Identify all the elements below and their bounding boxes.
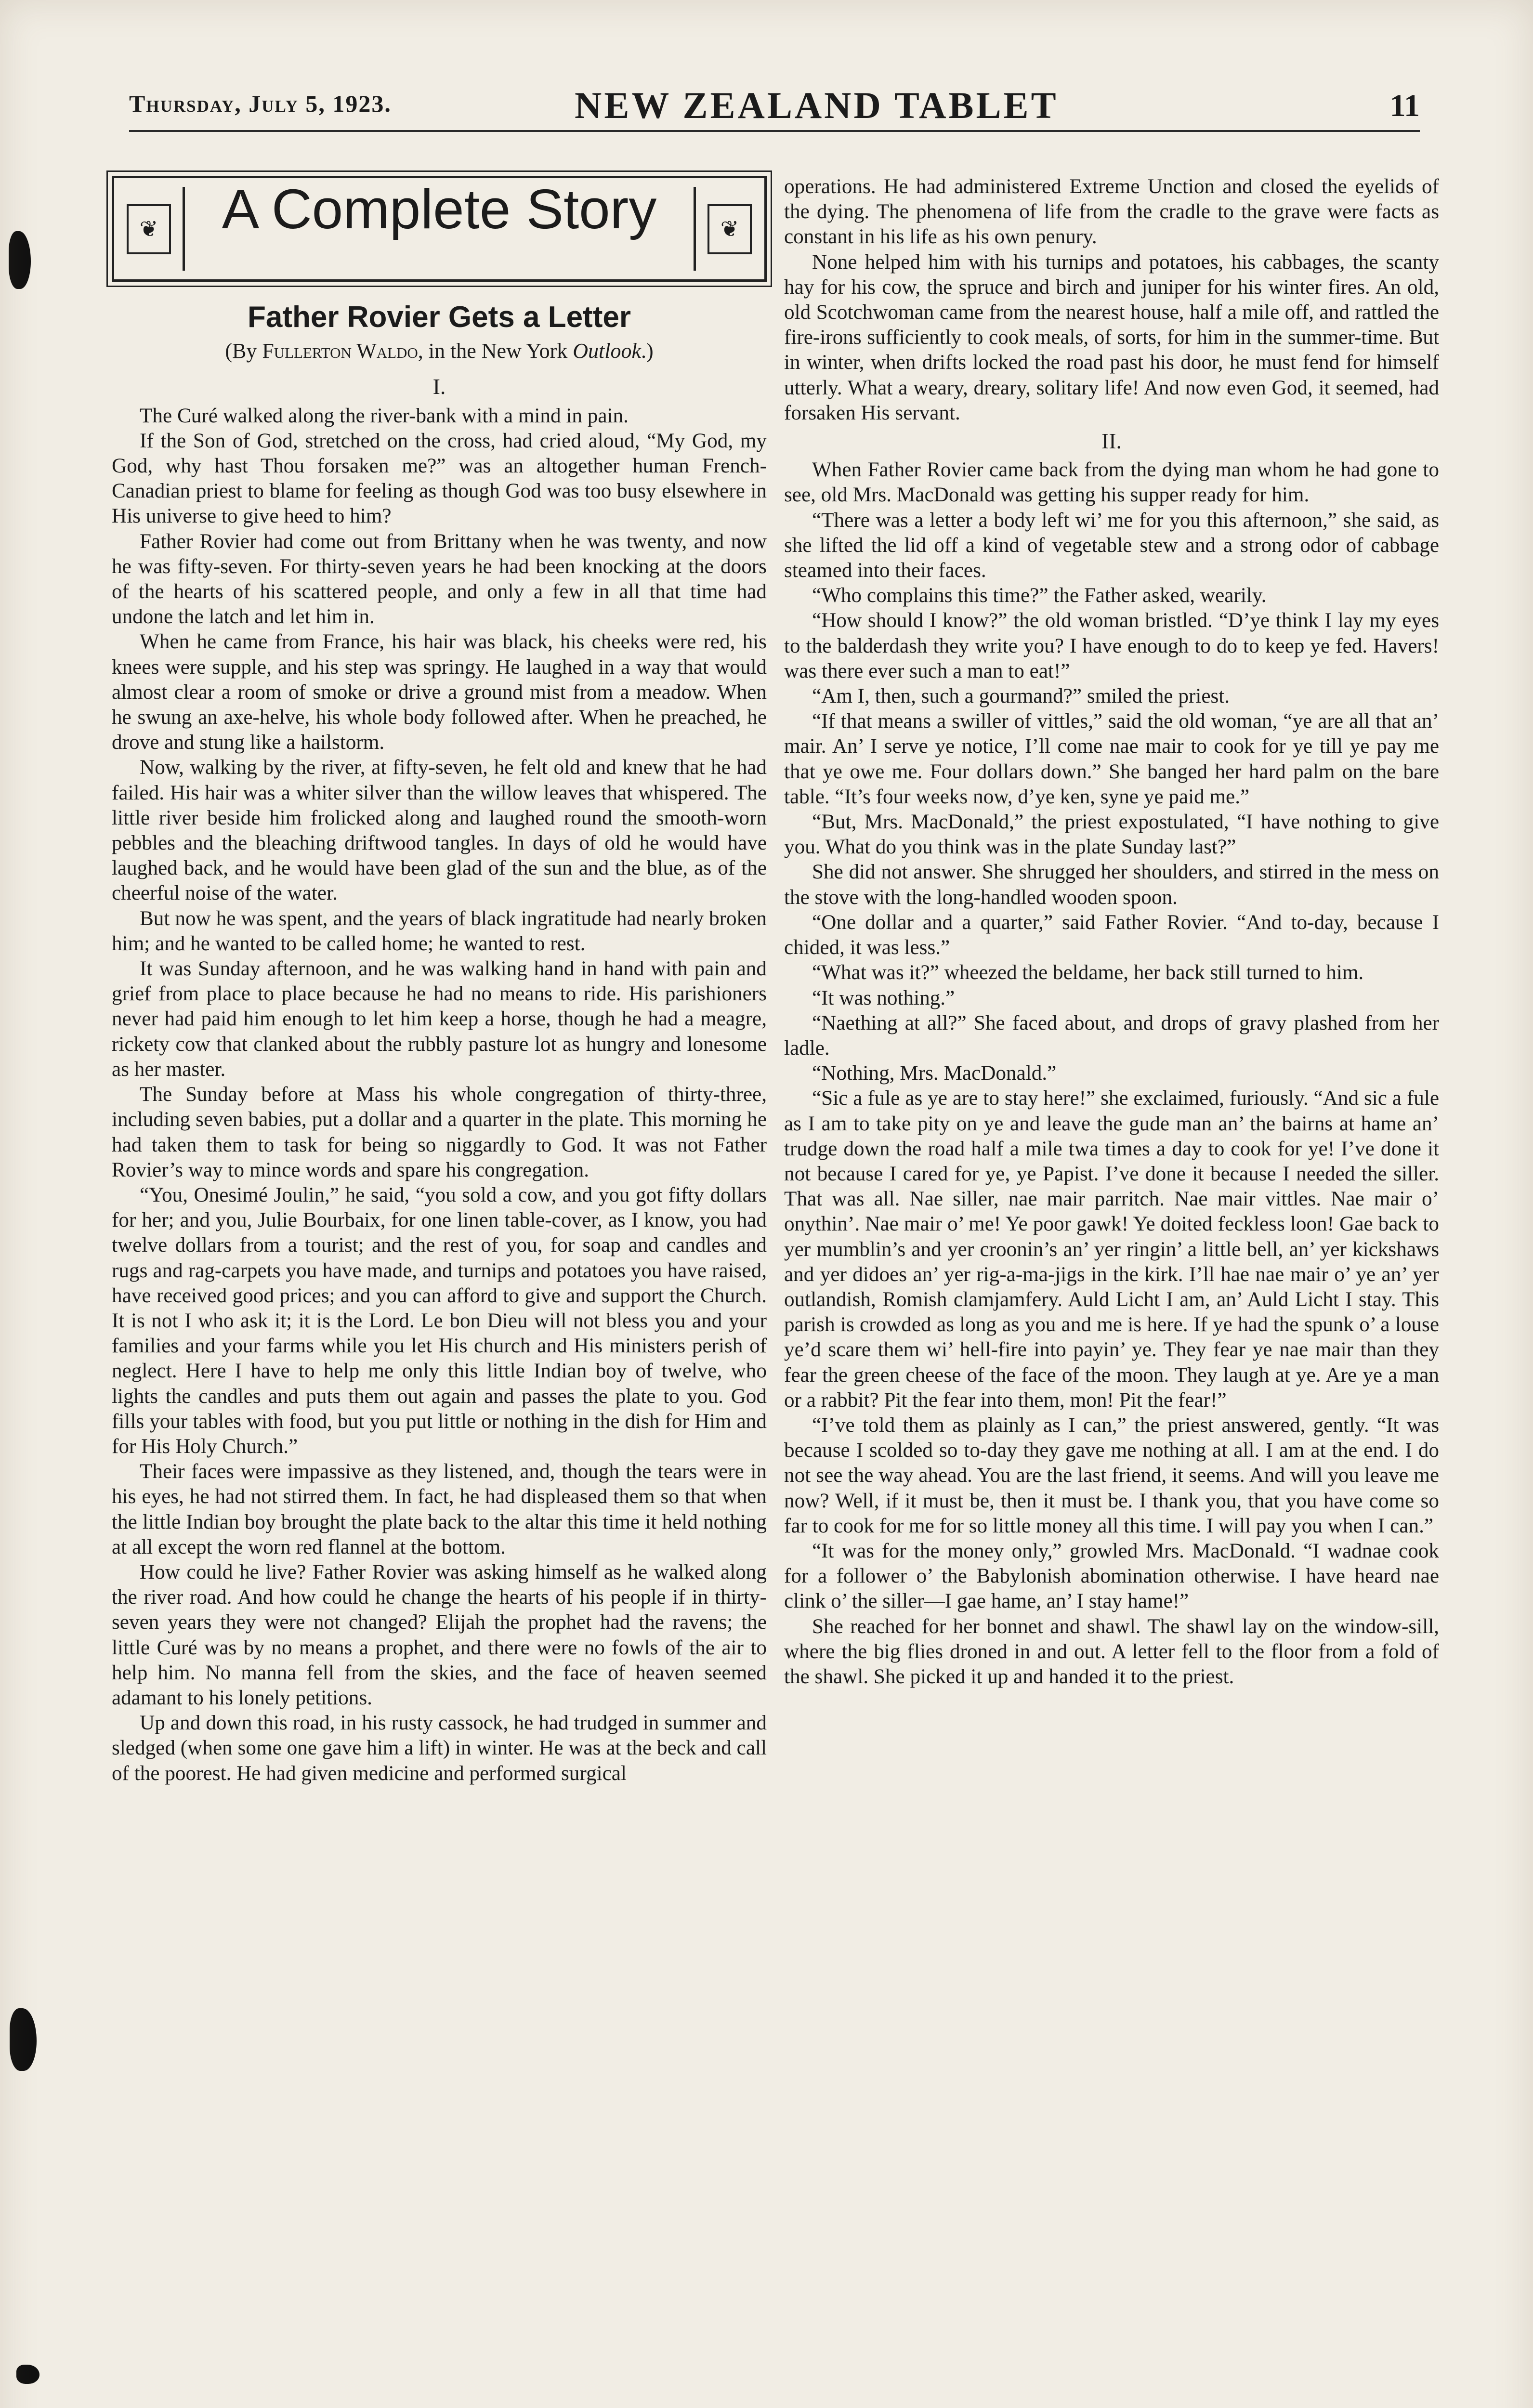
paragraph: When he came from France, his hair was black, his cheeks were red, his knees were supple, and his step was springy. He laughed in a way that would almost clear a room of smoke or drive a ground mist from a meadow. When he swung an axe-helve, his whole body followed after. When he preached, he drove and stung like a hailstorm.: [112, 630, 767, 754]
paragraph: It was Sunday afternoon, and he was walking hand in hand with pain and grief from place to place because he had no means to ride. His parishioners never had paid him enough to let him keep a horse, though he had a meagre, rickety cow that clanked about the rubbly pasture lot as hungry and lonesome as her master.: [112, 957, 767, 1081]
publication-title: NEW ZEALAND TABLET: [575, 84, 1059, 126]
article-headline: Father Rovier Gets a Letter: [248, 301, 631, 334]
paragraph: When Father Rovier came back from the dying man whom he had gone to see, old Mrs. MacDonald was getting his supper ready for him.: [784, 458, 1439, 507]
paragraph: But now he was spent, and the years of black ingratitude had nearly broken him; and he wanted to be called home; he wanted to rest.: [112, 907, 767, 955]
ink-blot: [9, 231, 31, 289]
paragraph: She reached for her bonnet and shawl. The shawl lay on the window-sill, where the big flies droned in and out. A letter fell to the floor from a fold of the shawl. She picked it up and handed it to the priest.: [784, 1615, 1439, 1688]
book-ornament-icon: ❦: [127, 204, 171, 254]
paragraph: “What was it?” wheezed the beldame, her back still turned to him.: [812, 961, 1364, 984]
paragraph: “Sic a fule as ye are to stay here!” she exclaimed, furiously. “And sic a fule as I am to take pity on ye and leave the gude man an’ the bairns at hame an’ trudge down the road half a mile twa times a day to cook for ye! I’ve done it not because I cared for ye, ye Papist. I’ve done it because I needed the siller. That was all. Nae siller, nae mair parritch. Nae mair vittles. Nae mair o’ onythin’. Nae mair o’ me! Ye poor gawk! Ye doited feckless loon! Gae back to yer mumblin’s and yer croonin’s an’ yer ringin’ a little bell, an’ yer kickshaws and yer didoes an’ yer rig-a-ma-jigs in the kirk. I’ll hae nae mair o’ ye an’ yer outlandish, Romish clamjamfery. Auld Licht I am, an’ Auld Licht I stay. This parish is crowded as long as you and me is here. If ye had the spunk o’ a louse ye’d scare them wi’ hell-fire into payin’ ye. They fear ye nae mair than they fear the green cheese of the face of the moon. They laugh at ye. Are ye a man or a rabbit? Pit the fear into them, mon! Pit the fear!”: [784, 1087, 1439, 1412]
paragraph: “It was nothing.”: [812, 986, 955, 1009]
paragraph: “Am I, then, such a gourmand?” smiled the priest.: [812, 685, 1230, 708]
byline-text: (By: [225, 339, 262, 363]
left-paragraphs: [112, 404, 767, 1786]
paragraph: If the Son of God, stretched on the cross, had cried aloud, “My God, my God, why hast Thou forsaken me?” was an altogether human French-Canadian priest to blame for feeling as though God was too busy elsewhere in His universe to give heed to him?: [112, 429, 767, 528]
page-number: 11: [1389, 88, 1420, 123]
issue-date: Thursday, July 5, 1923.: [129, 90, 392, 117]
paragraph: None helped him with his turnips and potatoes, his cabbages, the scanty hay for his cow, the spruce and birch and juniper for his winter fires. An old, old Scotchwoman came from the nearest house, half a mile off, and rattled the fire-irons sufficiently to cook meals, of sorts, for him in the summer-time. But in winter, when drifts locked the road past his door, he must fend for himself utterly. What a weary, dreary, solitary life! And now even God, it seemed, had forsaken His servant.: [784, 250, 1439, 424]
article-byline: [112, 339, 767, 364]
ink-blot: [10, 2008, 37, 2071]
paragraph: “Nothing, Mrs. MacDonald.”: [812, 1062, 1057, 1085]
left-column: [112, 176, 767, 1786]
feature-title-box: [112, 176, 767, 282]
paragraph: Now, walking by the river, at fifty-seven, he felt old and knew that he had failed. His hair was a whiter silver than the willow leaves that whispered. The little river beside him frolicked along and laughed round the smooth-worn pebbles and the bleaching driftwood tangles. In days of old he would have laughed back, and he would have been glad of the sun and the blue, as of the cheerful noise of the water.: [112, 756, 767, 905]
paragraph: The Sunday before at Mass his whole congregation of thirty-three, including seven babies, put a dollar and a quarter in the plate. This morning he had taken them to task for being so niggardly to God. It was not Father Rovier’s way to mince words and spare his congregation.: [112, 1083, 767, 1181]
paragraph: “You, Onesimé Joulin,” he said, “you sold a cow, and you got fifty dollars for her; and you, Julie Bourbaix, for one linen table-cover, as I know, you had twelve dollars from a tourist; and the rest of you, for soap and candles and rugs and rag-carpets you have made, and turnips and potatoes you have raised, have received good prices; and you can afford to give and support the Church. It is not I who ask it; it is the Lord. Le bon Dieu will not bless you and your families and your farms while you let His church and His ministers perish of neglect. Here I have to help me only this little Indian boy of twelve, who lights the candles and puts them out again and passes the plate to you. God fills your tables with food, but you put little or nothing in the dish for Him and for His Holy Church.”: [112, 1183, 767, 1458]
paragraph: “There was a letter a body left wi’ me for you this afternoon,” she said, as she lifted the lid off a kind of vegetable stew and a strong odor of cabbage steamed into their faces.: [784, 509, 1439, 582]
byline-text: , in the New York: [418, 339, 573, 363]
paragraph: “How should I know?” the old woman bristled. “D’ye think I lay my eyes to the balderdash they write you? I have enough to do to keep ye fed. Havers! was there ever such a man to eat!”: [784, 609, 1439, 682]
paragraph: “Who complains this time?” the Father asked, wearily.: [812, 584, 1267, 607]
paragraph: “But, Mrs. MacDonald,” the priest expostulated, “I have nothing to give you. What do you think was in the plate Sunday last?”: [784, 811, 1439, 859]
paragraph: “Naething at all?” She faced about, and drops of gravy plashed from her ladle.: [784, 1011, 1439, 1060]
paragraph: She did not answer. She shrugged her shoulders, and stirred in the mess on the stove with the long-handled wooden spoon.: [784, 861, 1439, 909]
paragraph: Their faces were impassive as they listened, and, though the tears were in his eyes, he had not stirred them. In fact, he had displeased them so that when the little Indian boy brought the plate back to the altar this time it held nothing at all except the worn red flannel at the bottom.: [112, 1460, 767, 1558]
paragraph: “I’ve told them as plainly as I can,” the priest answered, gently. “It was because I scolded so to-day they gave me nothing at all. I am at the end. I do not see the way ahead. You are the last friend, it seems. And will you leave me now? Well, if it must be, then it must be. I thank you, that you have come so far to cook for me for so little money all this time. I will pay you when I can.”: [784, 1413, 1439, 1537]
right-paragraphs-part1: [784, 174, 1439, 426]
ink-blot: [16, 2365, 39, 2384]
paragraph: “One dollar and a quarter,” said Father Rovier. “And to-day, because I chided, it was less.”: [784, 911, 1439, 959]
book-ornament-icon: ❦: [708, 204, 752, 254]
box-divider: [183, 187, 185, 271]
paragraph: How could he live? Father Rovier was asking himself as he walked along the river road. And how could he change the hearts of his people if in thirty-seven years they were not changed? Elijah the prophet had the ravens; the little Curé was by no means a prophet, and there were no fowls of the air to help him. No manna fell from the skies, and the face of heaven seemed adamant to his lonely petitions.: [112, 1560, 767, 1709]
right-paragraphs-part2: [784, 458, 1439, 1689]
right-column: [784, 174, 1439, 1689]
paragraph: The Curé walked along the river-bank with a mind in pain.: [140, 404, 629, 427]
masthead: [129, 86, 1420, 139]
paragraph: Up and down this road, in his rusty cassock, he had trudged in summer and sledged (when some one gave him a lift) in winter. He was at the beck and call of the poorest. He had given medicine and performed surgical: [112, 1712, 767, 1785]
paragraph: “If that means a swiller of vittles,” said the old woman, “ye are all that an’ mair. An’ I serve ye notice, I’ll come nae mair to cook for ye till ye pay me that ye owe me. Four dollars down.” She banged her hard palm on the bare table. “It’s four weeks now, d’ye ken, syne ye paid me.”: [784, 710, 1439, 808]
byline-author: Fullerton Waldo: [262, 339, 418, 363]
section-number: I.: [432, 374, 446, 399]
feature-title: A Complete Story: [222, 178, 657, 240]
byline-text: .): [641, 339, 654, 363]
paragraph: operations. He had administered Extreme Unction and closed the eyelids of the dying. The phenomena of life from the cradle to the grave were facts as constant in his life as his own penury.: [784, 175, 1439, 249]
paragraph: “It was for the money only,” growled Mrs. MacDonald. “I wadnae cook for a follower o’ the Babylonish abomination otherwise. I have heard nae clink o’ the siller—I gae hame, an’ I stay hame!”: [784, 1539, 1439, 1613]
section-number: II.: [1101, 429, 1122, 454]
paragraph: Father Rovier had come out from Brittany when he was twenty, and now he was fifty-seven. For thirty-seven years he had been knocking at the doors of the hearts of his scattered people, and only a few in all that time had undone the latch and let him in.: [112, 530, 767, 628]
byline-source: Outlook: [573, 339, 642, 363]
box-divider: [694, 187, 696, 271]
